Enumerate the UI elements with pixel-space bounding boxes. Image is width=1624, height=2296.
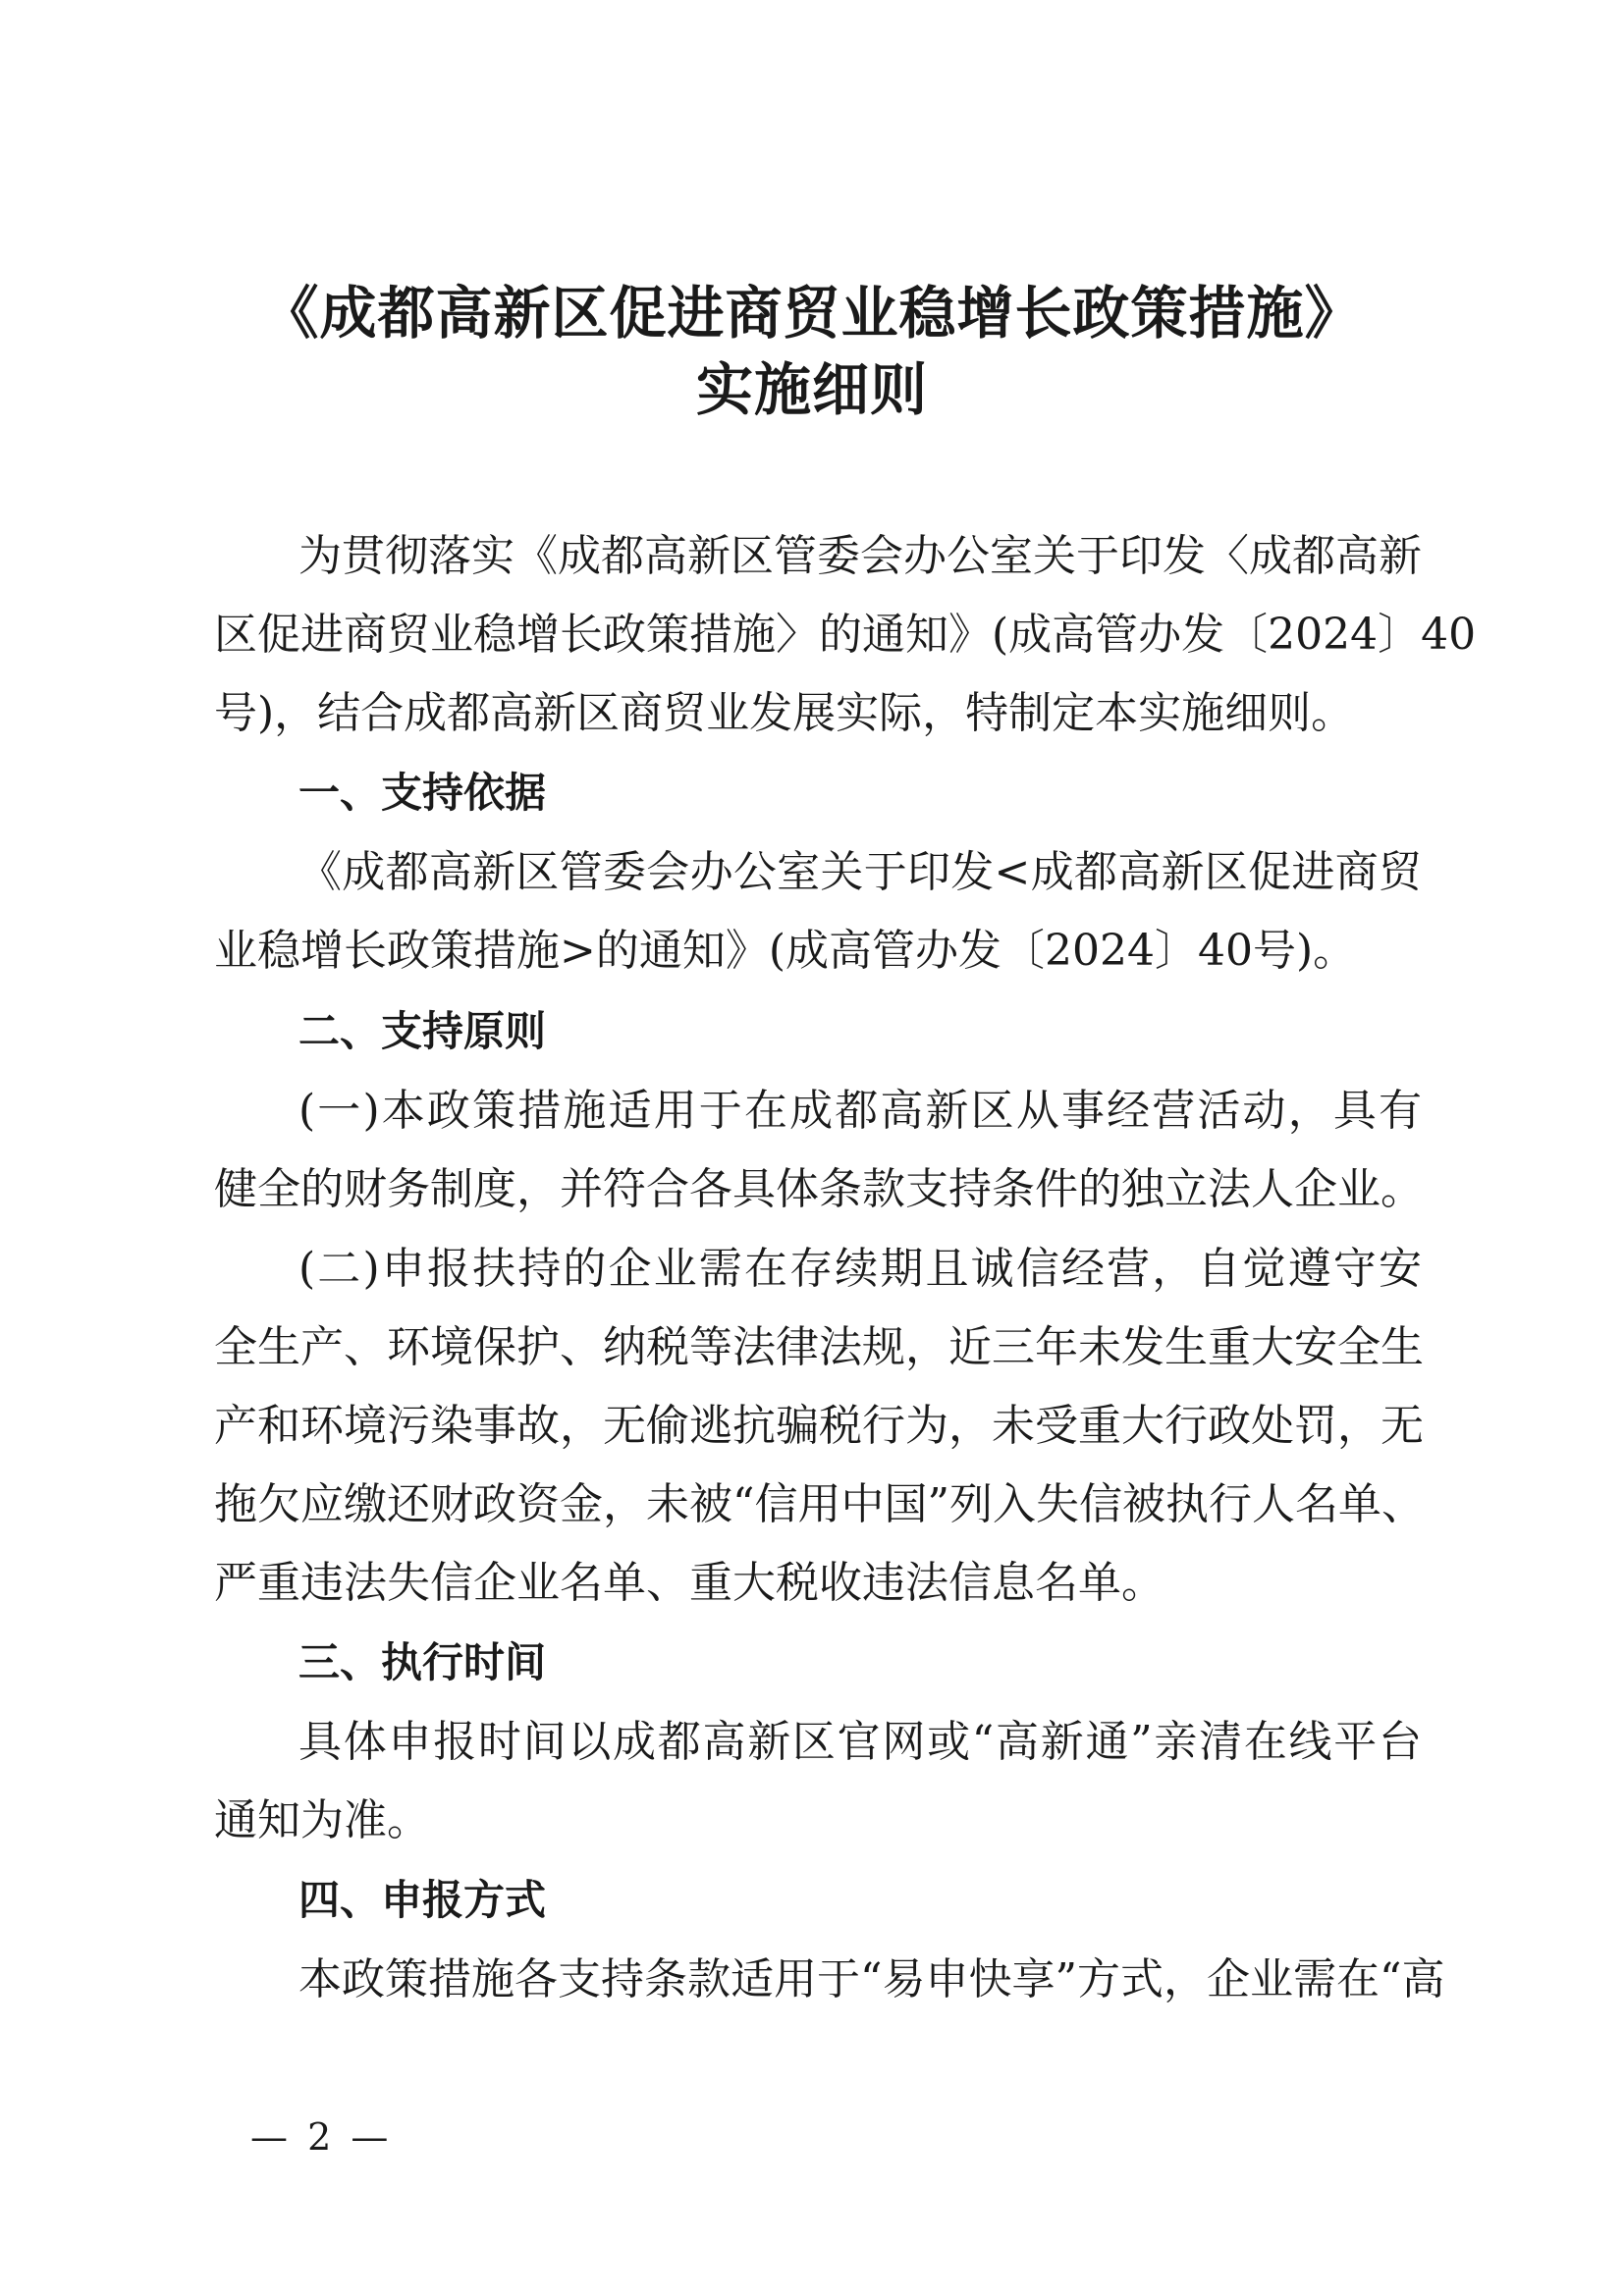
- section-heading-application-method: 四、申报方式: [298, 1876, 547, 1924]
- section-heading-execution-time: 三、执行时间: [298, 1638, 547, 1686]
- paragraph-line: 《成都高新区管委会办公室关于印发<成都高新区促进商贸: [298, 847, 1422, 897]
- document-title-line-2: 实施细则: [695, 356, 928, 423]
- section-heading-basis: 一、支持依据: [298, 769, 547, 817]
- paragraph-line: 本政策措施各支持条款适用于“易申快享”方式，企业需在“高: [298, 1954, 1445, 2004]
- section-heading-principles: 二、支持原则: [298, 1007, 547, 1055]
- intro-line: 号)，结合成都高新区商贸业发展实际，特制定本实施细则。: [214, 688, 1355, 738]
- paragraph-line: (二)申报扶持的企业需在存续期且诚信经营，自觉遵守安: [298, 1244, 1422, 1294]
- paragraph-line: 业稳增长政策措施>的通知》(成高管办发〔2024〕40号)。: [214, 926, 1357, 976]
- intro-line: 为贯彻落实《成都高新区管委会办公室关于印发〈成都高新: [298, 531, 1422, 581]
- paragraph-line: 拖欠应缴还财政资金，未被“信用中国”列入失信被执行人名单、: [214, 1479, 1425, 1529]
- paragraph-line: 产和环境污染事故，无偷逃抗骗税行为，未受重大行政处罚，无: [214, 1401, 1424, 1451]
- paragraph-line: 健全的财务制度，并符合各具体条款支持条件的独立法人企业。: [214, 1164, 1424, 1214]
- intro-line: 区促进商贸业稳增长政策措施〉的通知》(成高管办发〔2024〕40: [214, 610, 1477, 660]
- page-number: — 2 —: [250, 2115, 393, 2159]
- paragraph-line: 全生产、环境保护、纳税等法律法规，近三年未发生重大安全生: [214, 1322, 1424, 1372]
- paragraph-line: (一)本政策措施适用于在成都高新区从事经营活动，具有: [298, 1086, 1422, 1136]
- paragraph-line: 具体申报时间以成都高新区官网或“高新通”亲清在线平台: [298, 1717, 1422, 1767]
- paragraph-line: 通知为准。: [214, 1795, 430, 1845]
- document-title-line-1: 《成都高新区促进商贸业稳增长政策措施》: [261, 280, 1363, 347]
- paragraph-line: 严重违法失信企业名单、重大税收违法信息名单。: [214, 1558, 1164, 1608]
